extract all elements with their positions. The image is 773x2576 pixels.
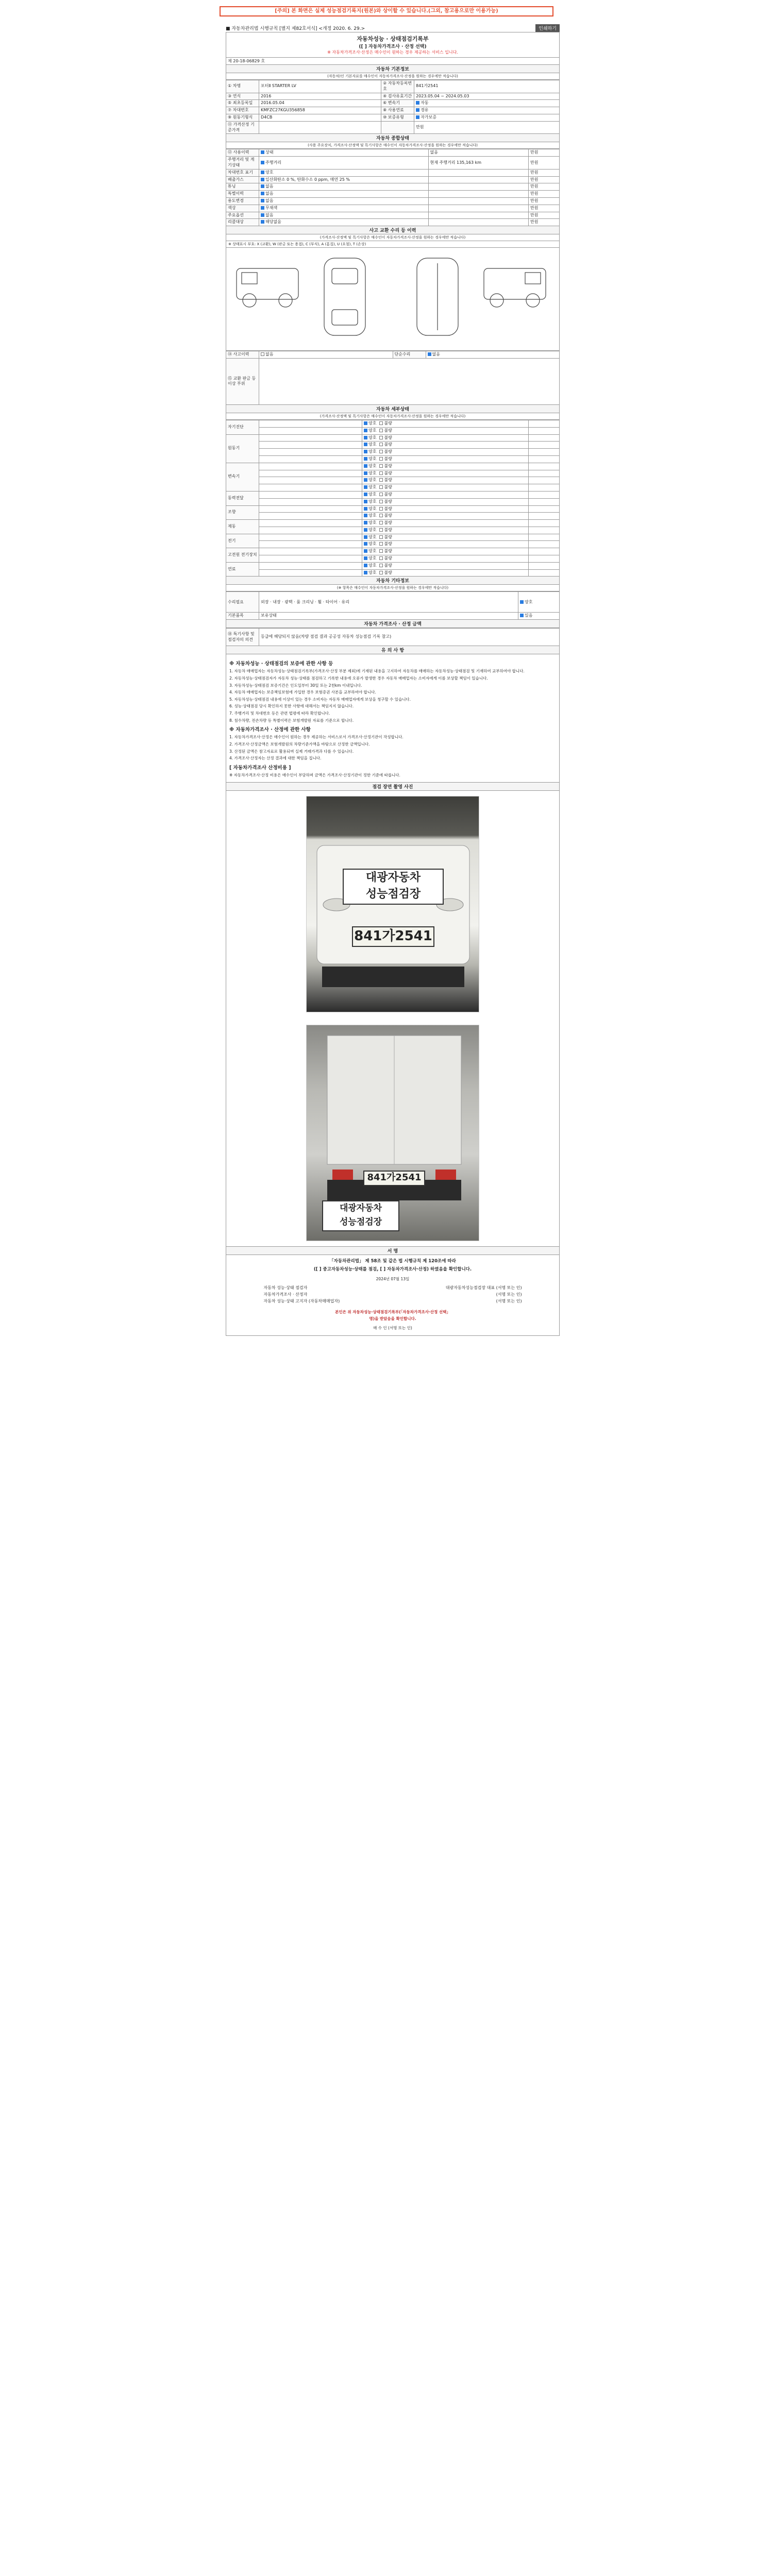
title-sub: ([ ] 자동차가격조사 · 산정 선택)	[359, 44, 427, 49]
table-row: ⑤ 최초등록일 2016.05.04 ⑥ 변속기 자동	[226, 100, 560, 107]
table-row: 양호 불량	[226, 477, 560, 484]
checkbox-icon	[379, 549, 383, 553]
inspection-sign: 대광자동차 성능점검장	[343, 869, 444, 905]
table-row: ⑭ 사고이력 없음 단순수리 없음	[226, 351, 560, 359]
checkbox-icon	[261, 199, 264, 202]
checkbox-icon	[364, 500, 367, 503]
car-window	[242, 273, 257, 284]
table-row: 양호 불량	[226, 527, 560, 534]
inspection-photo-rear	[306, 1025, 479, 1241]
checkbox-icon	[364, 564, 367, 567]
checkbox-icon	[379, 521, 383, 524]
checkbox-icon	[364, 528, 367, 532]
checkbox-icon	[379, 471, 383, 475]
table-row: 자동차 성능·상태 점검자 대광자동차성능점검장 대표 (서명 또는 인)	[263, 1285, 522, 1291]
table-row: 연료 양호 불량	[226, 562, 560, 569]
section-accident-note: (가격조사·산정액 및 특기사항은 매수인이 자동차가격조사·산정을 원하는 경우에만 적습니다)	[226, 234, 560, 241]
checkbox-icon	[261, 192, 264, 195]
overall-status-table	[226, 149, 560, 226]
doc-number: 제 20-18-06829 호	[226, 58, 560, 65]
table-row: 배출가스 일산화탄소 0 %, 탄화수소 0 ppm, 매연 25 % 만원	[226, 176, 560, 183]
checkbox-icon	[364, 549, 367, 553]
checkbox-icon	[364, 542, 367, 546]
other-info-table	[226, 591, 560, 620]
section-other-title: 자동차 기타정보	[226, 577, 560, 585]
checkbox-icon	[364, 464, 367, 468]
table-row: 양호 불량	[226, 569, 560, 577]
license-plate: 841가2541	[352, 926, 434, 947]
checkbox-icon	[364, 514, 367, 517]
checkbox-icon	[520, 600, 524, 604]
title-main: 자동차성능 · 상태점검기록부	[357, 36, 429, 42]
signature-table	[262, 1285, 523, 1304]
checkbox-icon	[261, 206, 264, 210]
wheel-icon	[490, 294, 503, 307]
detail-status-table	[226, 420, 560, 577]
checkbox-icon	[364, 436, 367, 439]
checkbox-icon	[379, 457, 383, 461]
table-row: 수리필요 외장 · 내장 · 광택 · 룸 크리닝 · 휠 · 타이어 · 유리 양호	[226, 592, 560, 613]
checkbox-icon	[379, 535, 383, 539]
checkbox-icon	[379, 493, 383, 496]
checkbox-icon	[364, 457, 367, 461]
table-row: 주행거리 및 계기상태 주행거리 현재 주행거리 135,163 km 만원	[226, 157, 560, 170]
checkbox-icon	[379, 507, 383, 511]
notice-title: 유 의 사 항	[226, 646, 560, 654]
table-row: 양호 불량	[226, 541, 560, 548]
table-row: 양호 불량	[226, 498, 560, 505]
checkbox-icon	[261, 213, 264, 217]
price-table	[226, 628, 560, 646]
table-row: 특별이력 없음 만원	[226, 191, 560, 198]
table-row: ⑨ 원동기형식 D4CB ⑩ 보증유형 자가보증	[226, 114, 560, 121]
table-row: 양호 불량	[226, 513, 560, 520]
table-row: 양호 불량	[226, 449, 560, 456]
wheel-icon	[526, 294, 540, 307]
table-row: ① 차명 포터Ⅱ STARTER LV ② 자동차등록번호 841가2541	[226, 80, 560, 93]
checkbox-icon	[364, 556, 367, 560]
sign-title: 서 명	[226, 1247, 560, 1255]
table-row: 자기진단 양호 불량	[226, 420, 560, 427]
inspection-record-document	[226, 24, 560, 1336]
checkbox-icon	[379, 478, 383, 482]
status-legend: ※ 상태표시 부호: X (교환), W (판금 또는 용접), C (부식), A (흠집), U (요철), T (손상)	[226, 241, 560, 248]
car-rear-window	[332, 310, 358, 325]
section-basic-info-note: (자동차)인 기본자료를 매수인이 자동차가격조사·산정을 원하는 경우에만 적습니다)	[226, 73, 560, 80]
table-row: ⑮ 교환 판금 등 이상 부위	[226, 358, 560, 404]
checkbox-icon	[261, 352, 264, 356]
checkbox-icon	[364, 571, 367, 574]
basic-info-table	[226, 80, 560, 134]
sign-date: 2024년 07월 13일	[376, 1276, 410, 1281]
table-row: 주요옵션 없음 만원	[226, 212, 560, 219]
checkbox-icon	[364, 521, 367, 524]
checkbox-icon	[379, 421, 383, 425]
checkbox-icon	[364, 535, 367, 539]
checkbox-icon	[379, 464, 383, 468]
car-window	[525, 273, 541, 284]
table-row: 전기 양호 불량	[226, 534, 560, 541]
checkbox-icon	[520, 614, 524, 617]
car-windshield	[332, 268, 358, 284]
section-other-note: (※ 항목은 매수인이 자동차가격조사·산정을 원하는 경우에만 적습니다)	[226, 585, 560, 591]
section-accident-title: 사고 교환 수리 등 이력	[226, 226, 560, 234]
checkbox-icon	[379, 556, 383, 560]
title-note: ※ 자동차가격조사·산정은 매수인이 원하는 경우 제공하는 서비스 입니다.	[327, 50, 458, 55]
checkbox-icon	[364, 485, 367, 489]
document-title	[226, 32, 560, 58]
checkbox-icon	[261, 178, 264, 181]
table-row: 튜닝 없음 만원	[226, 183, 560, 191]
table-row: ⑪ 가격산정 기준가격 만원	[226, 121, 560, 134]
checkbox-icon	[364, 471, 367, 475]
section-basic-info-title: 자동차 기본정보	[226, 65, 560, 73]
checkbox-icon	[379, 571, 383, 574]
checkbox-icon	[379, 500, 383, 503]
wheel-icon	[243, 294, 256, 307]
checkbox-icon	[379, 485, 383, 489]
table-row: 양호 불량	[226, 455, 560, 463]
table-row: 동력전달 양호 불량	[226, 491, 560, 498]
table-row: 양호 불량	[226, 484, 560, 492]
section-price-title: 자동차 가격조사 · 산정 금액	[226, 620, 560, 628]
table-row: 고전원 전기장치 양호 불량	[226, 548, 560, 555]
table-row: 양호 불량	[226, 442, 560, 449]
table-row: 조향 양호 불량	[226, 505, 560, 513]
notice3-title: [ 자동차가격조사 산정비용 ]	[229, 765, 291, 771]
checkbox-icon	[416, 115, 419, 119]
table-row: 양호 불량	[226, 555, 560, 563]
checkbox-icon	[261, 220, 264, 224]
doc-header	[226, 24, 560, 32]
table-row: 제동 양호 불량	[226, 520, 560, 527]
car-top-body	[324, 258, 365, 335]
table-row: 용도변경 없음 만원	[226, 197, 560, 205]
print-button[interactable]: 인쇄하기	[535, 24, 560, 32]
checkbox-icon	[379, 514, 383, 517]
notice2-title: ※ 자동차가격조사 · 산정에 관한 사항	[229, 727, 311, 733]
table-row: 변속기 양호 불량	[226, 463, 560, 470]
table-row: ⑫ 사용이력 상태 없음 만원	[226, 149, 560, 157]
wheel-icon	[279, 294, 292, 307]
table-row: 기본품목 보유상태 있음	[226, 613, 560, 620]
table-row: 자동차 성능·상태 고지자 (자동차매매업자) (서명 또는 인)	[263, 1298, 522, 1303]
table-row: ⑱ 특기사항 및 점검자의 의견 등급에 해당되지 않음(차량 점검 결과 공공성 자동차 성능점검 기록 참고)	[226, 629, 560, 646]
table-row: 양호 불량	[226, 427, 560, 434]
table-row: ⑦ 차대번호 KMFZC27KGU356858 ⑧ 사용연료 경유	[226, 107, 560, 114]
notice1-title: ※ 자동차성능 · 상태점검의 보증에 관한 사항 등	[229, 661, 333, 667]
table-row: 원동기 양호 불량	[226, 434, 560, 442]
checkbox-icon	[379, 528, 383, 532]
photos-title: 점검 장면 촬영 사진	[226, 783, 560, 791]
checkbox-icon	[364, 443, 367, 446]
license-plate: 841가2541	[363, 1171, 425, 1186]
inspection-photo-front	[306, 796, 479, 1012]
table-row: ③ 연식 2016 ④ 검사유효기간 2023.05.04 ~ 2024.05.03	[226, 93, 560, 100]
checkbox-icon	[364, 450, 367, 453]
form-reference: ■ 자동차관리법 시행규칙 [별지 제82호서식] <개정 2020. 6. 29.>	[226, 26, 365, 31]
checkbox-icon	[379, 564, 383, 567]
table-row: 리콜대상 해당없음 만원	[226, 219, 560, 226]
inspection-sign: 대광자동차 성능점검장	[322, 1200, 399, 1231]
checkbox-icon	[416, 108, 419, 112]
checkbox-icon	[261, 171, 264, 174]
checkbox-icon	[261, 161, 264, 164]
checkbox-icon	[364, 493, 367, 496]
section-overall-note: (사용 주요장치, 가격조사·산정액 및 특기사항은 매수인이 자동차가격조사·산정을 원하는 경우에만 적습니다)	[226, 142, 560, 149]
table-row: 차대번호 표기 양호 만원	[226, 169, 560, 176]
checkbox-icon	[416, 101, 419, 105]
section-detail-title: 자동차 세부상태	[226, 405, 560, 413]
checkbox-icon	[261, 184, 264, 188]
photos-block	[226, 791, 560, 1247]
checkbox-icon	[261, 150, 264, 154]
vehicle-diagram	[226, 248, 560, 351]
receiver-sign: 매 수 인 (서명 또는 인)	[373, 1326, 412, 1330]
checkbox-icon	[379, 429, 383, 432]
checkbox-icon	[428, 352, 431, 356]
table-row: 양호 불량	[226, 470, 560, 477]
accident-table	[226, 351, 560, 405]
section-detail-note: (가격조사·산정액 및 특기사항은 매수인이 자동차가격조사·산정을 원하는 경우에만 적습니다)	[226, 413, 560, 420]
sign-block: 「자동차관리법」 제 58조 및 같은 법 시행규칙 제 120조에 따라 ([ ] 중고자동차성능·상태를 점검, [ ] 자동차가격조사·산정) 하였음을 확인합니다. 2024년 07월 13일 자동차 성능·상태 점검자 대광자동차성능점검장 대표 (서명 또는 인) 자동차가격조사 · 산정자 (서명 또는 인) 자동차 성능·상태 고지자 (자동차매매업자) (서명 또는 인) 본인은 위 자동차성능·상태점검기록부(「자동차가격조사·산정 선택」 명)을 받았음을 확인합니다. 매 수 인 (서명 또는 인)	[226, 1255, 560, 1335]
checkbox-icon	[364, 421, 367, 425]
notice-block: ※ 자동차성능 · 상태점검의 보증에 관한 사항 등 1. 자동차 매매업자는 자동차성능·상태점검기록부(가격조사·산정 부분 제외)에 기재된 내용을 고지하여 자동차를 매매하는 자동차성능·상태점검 및 기재하여 교부하여야 합니다. 2. 자동차성능·상태점검자가 자동차 성능·상태를 점검하고 기록한 내용에 오류가 발생한 경우 자동차 매매업자는 소비자에게 이를 보상할 책임이 있습니다. 3. 자동차성능·상태점검 보증기간은 인도일부터 30일 또는 2천km 이내입니다. 4. 자동차 매매업자는 보증책임보험에 가입한 경우 보험증권 사본을 교부하여야 합니다. 5. 자동차성능·상태점검 내용에 이상이 있는 경우 소비자는 자동차 매매업자에게 보상을 청구할 수 있습니다. 6. 성능·상태점검 당시 확인하지 못한 사항에 대해서는 책임지지 않습니다. 7. 주행거리 및 차대번호 등은 관련 법령에 따라 확인합니다. 8. 침수차량, 전손차량 등 특별이력은 보험개발원 자료를 기준으로 합니다. ※ 자동차가격조사 · 산정에 관한 사항 1. 자동차가격조사·산정은 매수인이 원하는 경우 제공하는 서비스로서 가격조사·산정기관이 작성합니다. 2. 가격조사·산정금액은 보험개발원의 차량기준가액을 바탕으로 산정한 금액입니다. 3. 산정된 금액은 참고자료로 활용되며 실제 거래가격과 다를 수 있습니다. 4. 가격조사·산정자는 산정 결과에 대한 책임을 집니다. [ 자동차가격조사 산정비용 ] ※ 자동차가격조사·산정 비용은 매수인이 부담하며 금액은 가격조사·산정기관이 정한 기준에 따릅니다.	[226, 654, 560, 783]
checkbox-icon	[364, 478, 367, 482]
checkbox-icon	[364, 429, 367, 432]
checkbox-icon	[379, 443, 383, 446]
checkbox-icon	[379, 450, 383, 453]
table-row: 색상 무채색 만원	[226, 205, 560, 212]
warning-banner: [주의] 본 화면은 실제 성능점검기록지(원본)와 상이할 수 있습니다.(그외, 참고용으로만 이용가능)	[220, 6, 553, 16]
checkbox-icon	[379, 542, 383, 546]
section-overall-title: 자동차 종합상태	[226, 134, 560, 142]
checkbox-icon	[364, 507, 367, 511]
checkbox-icon	[379, 436, 383, 439]
vehicle-outline-svg	[226, 248, 559, 350]
table-row: 자동차가격조사 · 산정자 (서명 또는 인)	[263, 1292, 522, 1297]
